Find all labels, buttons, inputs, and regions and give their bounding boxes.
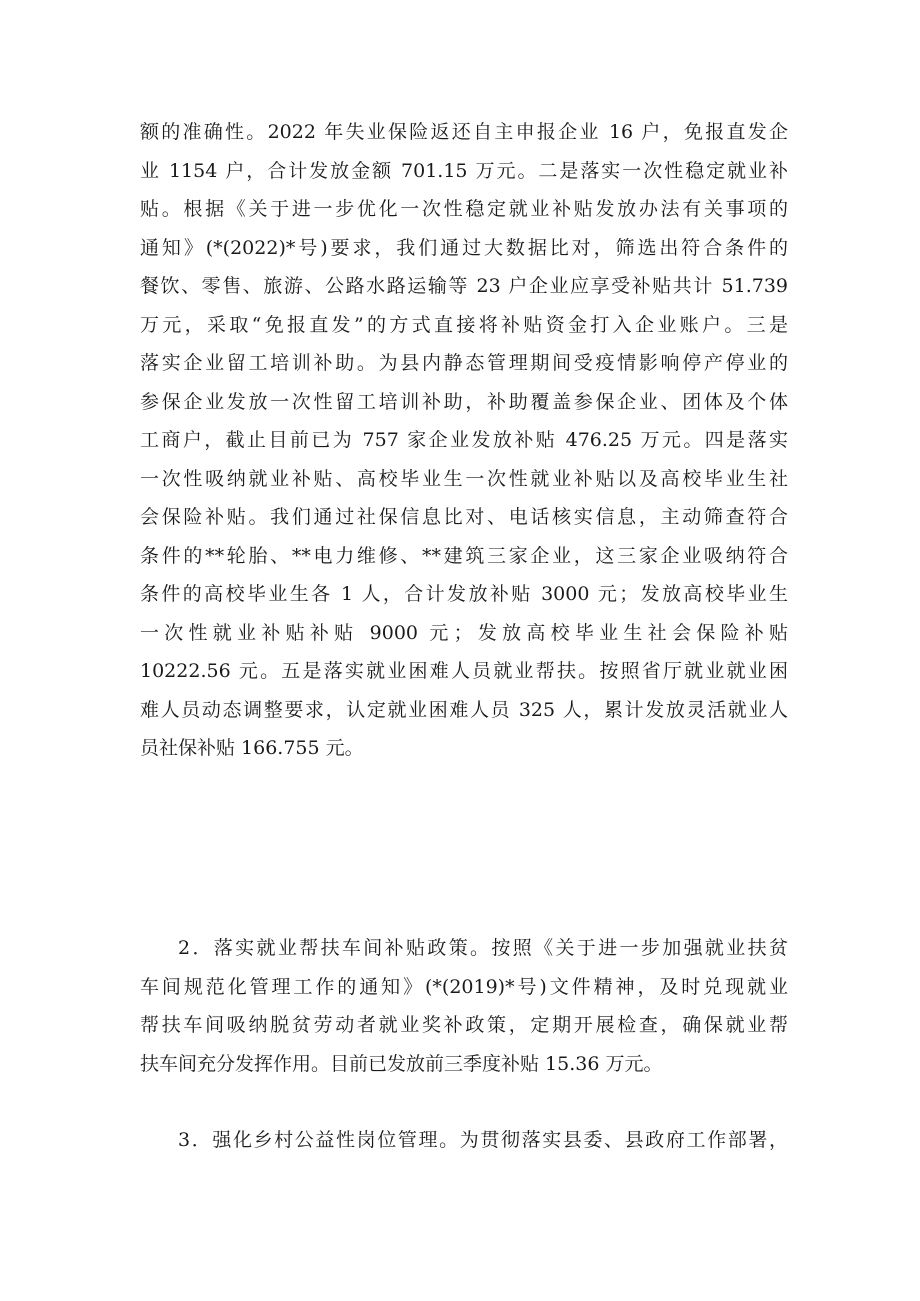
text-line: 10222.56 元。五是落实就业困难人员就业帮扶。按照省厅就业就业困 — [140, 660, 788, 682]
text-line: 通知》(*(2022)*号)要求，我们通过大数据比对，筛选出符合条件的 — [140, 236, 788, 259]
text-line: 落实企业留工培训补助。为县内静态管理期间受疫情影响停产停业的 — [140, 352, 788, 374]
text-line: 3．强化乡村公益性岗位管理。为贯彻落实县委、县政府工作部署， — [178, 1129, 788, 1151]
text-line: 业 1154 户，合计发放金额 701.15 万元。二是落实一次性稳定就业补 — [140, 159, 788, 182]
paragraph-public-welfare-posts — [140, 1121, 788, 1160]
text-line: 参保企业发放一次性留工培训补助，补助覆盖参保企业、团体及个体 — [140, 390, 788, 413]
text-line: 贴。根据《关于进一步优化一次性稳定就业补贴发放办法有关事项的 — [140, 198, 788, 220]
text-line: 扶车间充分发挥作用。目前已发放前三季度补贴 15.36 万元。 — [140, 1052, 663, 1075]
text-line: 一次性吸纳就业补贴、高校毕业生一次性就业补贴以及高校毕业生社 — [140, 467, 788, 490]
paragraph-workshop-subsidy — [140, 929, 788, 1083]
text-line: 员社保补贴 166.755 元。 — [140, 737, 364, 759]
text-line: 车间规范化管理工作的通知》(*(2019)*号)文件精神，及时兑现就业 — [140, 975, 788, 998]
paragraph-subsidy-details — [140, 113, 788, 768]
text-line: 帮扶车间吸纳脱贫劳动者就业奖补政策，定期开展检查，确保就业帮 — [140, 1014, 788, 1036]
text-line: 工商户，截止目前已为 757 家企业发放补贴 476.25 万元。四是落实 — [140, 429, 788, 451]
text-line: 额的准确性。2022 年失业保险返还自主申报企业 16 户，免报直发企 — [140, 121, 788, 143]
text-line: 会保险补贴。我们通过社保信息比对、电话核实信息，主动筛查符合 — [140, 506, 788, 528]
text-line: 条件的**轮胎、**电力维修、**建筑三家企业，这三家企业吸纳符合 — [140, 544, 788, 567]
text-line: 2．落实就业帮扶车间补贴政策。按照《关于进一步加强就业扶贫 — [178, 937, 788, 959]
text-line: 万元，采取“免报直发”的方式直接将补贴资金打入企业账户。三是 — [140, 313, 788, 336]
text-line: 一次性就业补贴补贴 9000 元；发放高校毕业生社会保险补贴 — [140, 621, 788, 644]
text-line: 条件的高校毕业生各 1 人，合计发放补贴 3000 元；发放高校毕业生 — [140, 583, 788, 605]
text-line: 难人员动态调整要求，认定就业困难人员 325 人，累计发放灵活就业人 — [140, 698, 788, 721]
text-line: 餐饮、零售、旅游、公路水路运输等 23 户企业应享受补贴共计 51.739 — [140, 275, 788, 297]
